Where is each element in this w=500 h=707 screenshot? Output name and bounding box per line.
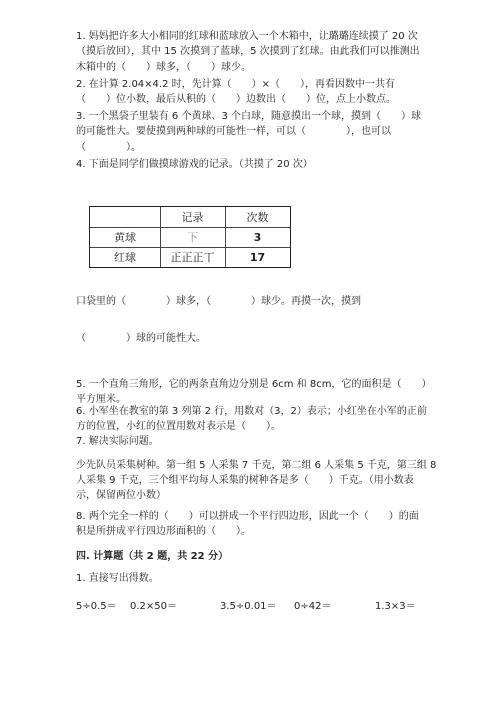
row-label-red: 红球 xyxy=(114,251,136,264)
table-row-red xyxy=(90,247,290,267)
q7-title: 7. 解决实际问题。 xyxy=(76,436,159,447)
row-label-yellow: 黄球 xyxy=(114,231,136,244)
q8-line-2: 积是所拼成平行四边形面积的（ ）。 xyxy=(76,526,251,537)
calc-item-5: 1.3×3＝ xyxy=(375,601,416,612)
tally-yellow: 下 xyxy=(187,231,198,244)
q4-answer-line-2: （ ）球的可能性大。 xyxy=(76,333,206,344)
section-heading: 四. 计算题（共 2 题，共 22 分） xyxy=(76,551,229,562)
table-header-record: 记录 xyxy=(181,211,204,224)
q1-line-2: （摸后放回），其中 15 次摸到了蓝球，5 次摸到了红球。由此我们可以推测出 xyxy=(76,46,420,57)
calc-item-3: 3.5÷0.01＝ xyxy=(220,601,277,612)
q2-line-1: 2. 在计算 2.04×4.2 时，先计算（ ）×（ ），再看因数中一共有 xyxy=(76,79,396,90)
count-yellow: 3 xyxy=(253,230,262,244)
calc-item-1: 5÷0.5＝ xyxy=(76,601,117,612)
calc-item-4: 0÷42＝ xyxy=(294,601,332,612)
q7-body-line-1: 少先队员采集树种。第一组 5 人采集 7 千克，第二组 6 人采集 5 千克，第三组 8 xyxy=(76,460,437,471)
q8-line-1: 8. 两个完全一样的（ ）可以拼成一个平行四边形，因此一个（ ）的面 xyxy=(76,511,419,522)
q5-line-1: 5. 一个直角三角形，它的两条直角边分别是 6cm 和 8cm，它的面积是（ ） xyxy=(76,379,432,390)
q7-body-line-3: 示，保留两位小数） xyxy=(76,490,166,501)
table-header-row xyxy=(90,207,290,227)
q3-line-3: （ ）。 xyxy=(76,142,141,153)
tally-red: 正正正丅 xyxy=(170,251,215,264)
calc-item-2: 0.2×50＝ xyxy=(130,601,178,612)
q6-line-2: 方的位置，小红的位置用数对表示是（ ）。 xyxy=(76,421,281,432)
q2-line-2: （ ）位小数，最后从积的（ ）边数出（ ）位，点上小数点。 xyxy=(76,94,396,105)
calc-intro: 1. 直接写出得数。 xyxy=(76,573,159,584)
tally-table xyxy=(89,206,291,268)
q1-line-1: 1. 妈妈把许多大小相同的红球和蓝球放入一个木箱中，让璐璐连续摸了 20 次 xyxy=(76,31,418,42)
q7-body-line-2: 人采集 9 千克，三个组平均每人采集的树种各是多（ ）千克。（用小数表 xyxy=(76,475,414,486)
table-header-empty xyxy=(90,207,160,227)
table-row-yellow xyxy=(90,227,290,247)
q3-line-1: 3. 一个黑袋子里装有 6 个黄球、3 个白球，随意摸出一个球，摸到（ ）球 xyxy=(76,111,421,122)
q5-line-2: 平方厘米。 xyxy=(76,394,126,405)
table-header-count: 次数 xyxy=(246,211,269,224)
q3-line-2: 的可能性大。要使摸到两种球的可能性一样，可以（ ），也可以 xyxy=(76,126,391,137)
q4-answer-line-1: 口袋里的（ ）球多，（ ）球少。再摸一次，摸到 xyxy=(76,296,361,307)
q6-line-1: 6. 小军坐在教室的第 3 列第 2 行，用数对（3，2）表示；小红坐在小军的正前 xyxy=(76,406,427,417)
q4-question: 4. 下面是同学们做摸球游戏的记录。（共摸了 20 次） xyxy=(76,159,313,170)
count-red: 17 xyxy=(249,250,266,264)
q1-line-3: 木箱中的（ ）球多，（ ）球少。 xyxy=(76,62,251,73)
